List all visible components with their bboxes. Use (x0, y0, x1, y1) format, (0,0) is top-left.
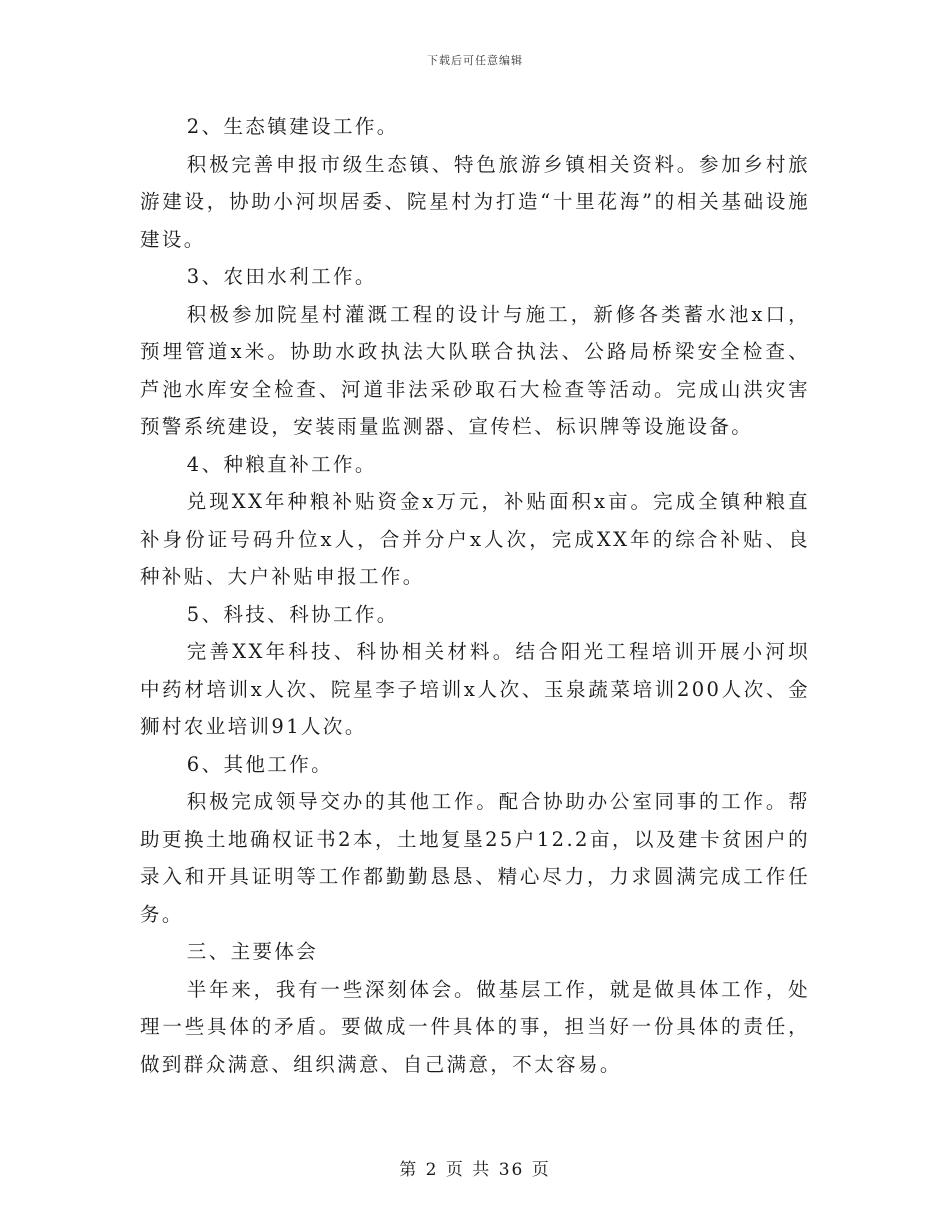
section-heading-ecotown: 2、生态镇建设工作。 (186, 115, 399, 138)
paragraph-grain-subsidy: 兑现XX年种粮补贴资金x万元，补贴面积x亩。完成全镇种粮直补身份证号码升位x人，合并分户x人次，完成XX年的综合补贴、良种补贴、大户补贴申报工作。 (140, 490, 810, 588)
paragraph-ecotown: 积极完善申报市级生态镇、特色旅游乡镇相关资料。参加乡村旅游建设，协助小河坝居委、院星村为打造“十里花海”的相关基础设施建设。 (140, 152, 810, 251)
section-heading-science: 5、科技、科协工作。 (186, 602, 399, 626)
paragraph-irrigation: 积极参加院星村灌溉工程的设计与施工，新修各类蓄水池x口，预埋管道x米。协助水政执法大队联合执法、公路局桥梁安全检查、芦池水库安全检查、河道非法采砂取石大检查等活动。完成山洪灾害预警系统建设，安装雨量监测器、宣传栏、标识牌等设施设备。 (140, 302, 810, 438)
paragraph-experience: 半年来，我有一些深刻体会。做基层工作，就是做具体工作，处理一些具体的矛盾。要做成一件具体的事，担当好一份具体的责任，做到群众满意、组织满意、自己满意，不太容易。 (140, 977, 810, 1076)
page-header: 下载后可任意编辑 (427, 54, 523, 67)
paragraph-other: 积极完成领导交办的其他工作。配合协助办公室同事的工作。帮助更换土地确权证书2本，土地复垦25户12.2亩，以及建卡贫困户的录入和开具证明等工作都勤勤恳恳、精心尽力，力求圆满完成工作任务。 (140, 790, 810, 926)
page-number: 第 2 页 共 36 页 (399, 1160, 551, 1180)
section-heading-irrigation: 3、农田水利工作。 (186, 265, 377, 288)
section-heading-experience: 三、主要体会 (186, 940, 319, 963)
section-heading-other: 6、其他工作。 (186, 752, 334, 776)
paragraph-science: 完善XX年科技、科协相关材料。结合阳光工程培训开展小河坝中药材培训x人次、院星李子培训x人次、玉泉蔬菜培训200人次、金狮村农业培训91人次。 (140, 640, 810, 738)
section-heading-grain-subsidy: 4、种粮直补工作。 (186, 452, 377, 476)
document-body (140, 108, 810, 1083)
